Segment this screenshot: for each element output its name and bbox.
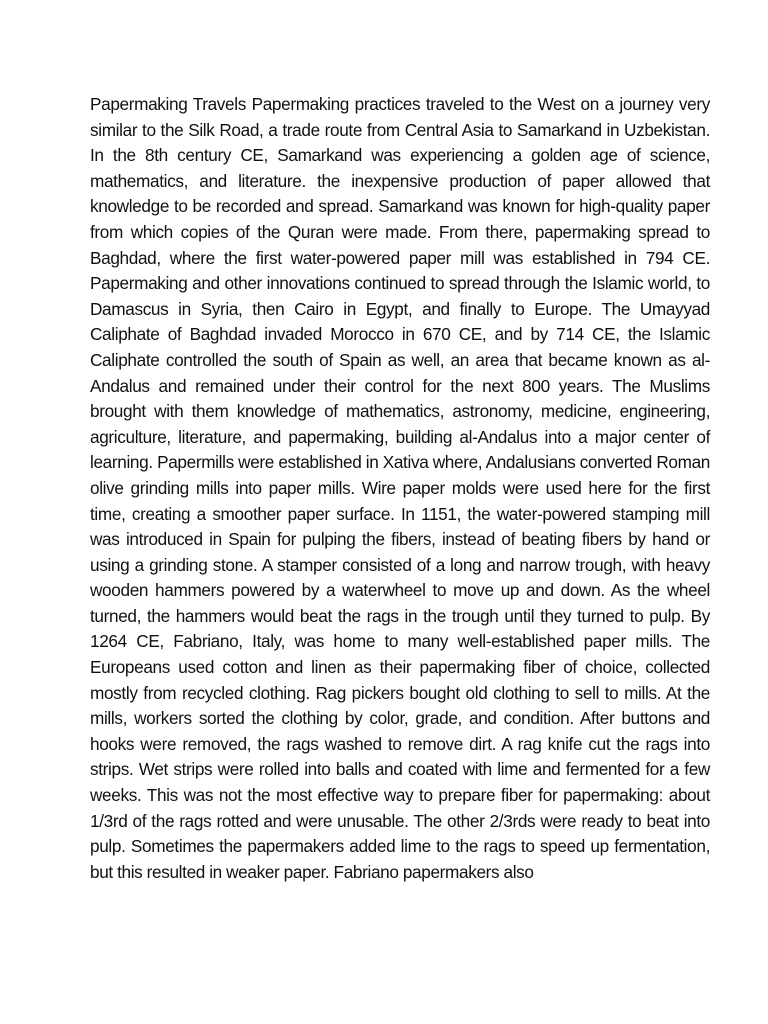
body-paragraph: Papermaking Travels Papermaking practices traveled to the West on a journey very similar to the Silk Road, a trade route from Central Asia to Samarkand in Uzbekistan. In the 8th century CE, Samarkand was experiencing a golden age of science, mathematics, and literature. the inexpensive production of paper allowed that knowledge to be recorded and spread. Samarkand was known for high-quality paper from which copies of the Quran were made. From there, papermaking spread to Baghdad, where the first water-powered paper mill was established in 794 CE. Papermaking and other innovations continued to spread through the Islamic world, to Damascus in Syria, then Cairo in Egypt, and finally to Europe. The Umayyad Caliphate of Baghdad invaded Morocco in 670 CE, and by 714 CE, the Islamic Caliphate controlled the south of Spain as well, an area that became known as al-Andalus and remained under their control for the next 800 years. The Muslims brought with them knowledge of mathematics, astronomy, medicine, engineering, agriculture, literature, and papermaking, building al-Andalus into a major center of learning. Papermills were established in Xativa where, Andalusians converted Roman olive grinding mills into paper mills. Wire paper molds were used here for the first time, creating a smoother paper surface. In 1151, the water-powered stamping mill was introduced in Spain for pulping the fibers, instead of beating fibers by hand or using a grinding stone. A stamper consisted of a long and narrow trough, with heavy wooden hammers powered by a waterwheel to move up and down. As the wheel turned, the hammers would beat the rags in the trough until they turned to pulp. By 1264 CE, Fabriano, Italy, was home to many well-established paper mills. The Europeans used cotton and linen as their papermaking fiber of choice, collected mostly from recycled clothing. Rag pickers bought old clothing to sell to mills. At the mills, workers sorted the clothing by color, grade, and condition. After buttons and hooks were removed, the rags washed to remove dirt. A rag knife cut the rags into strips. Wet strips were rolled into balls and coated with lime and fermented for a few weeks. This was not the most effective way to prepare fiber for papermaking: about 1/3rd of the rags rotted and were unusable. The other 2/3rds were ready to beat into pulp. Sometimes the papermakers added lime to the rags to speed up fermentation, but this resulted in weaker paper. Fabriano papermakers also <box>90 94 710 882</box>
